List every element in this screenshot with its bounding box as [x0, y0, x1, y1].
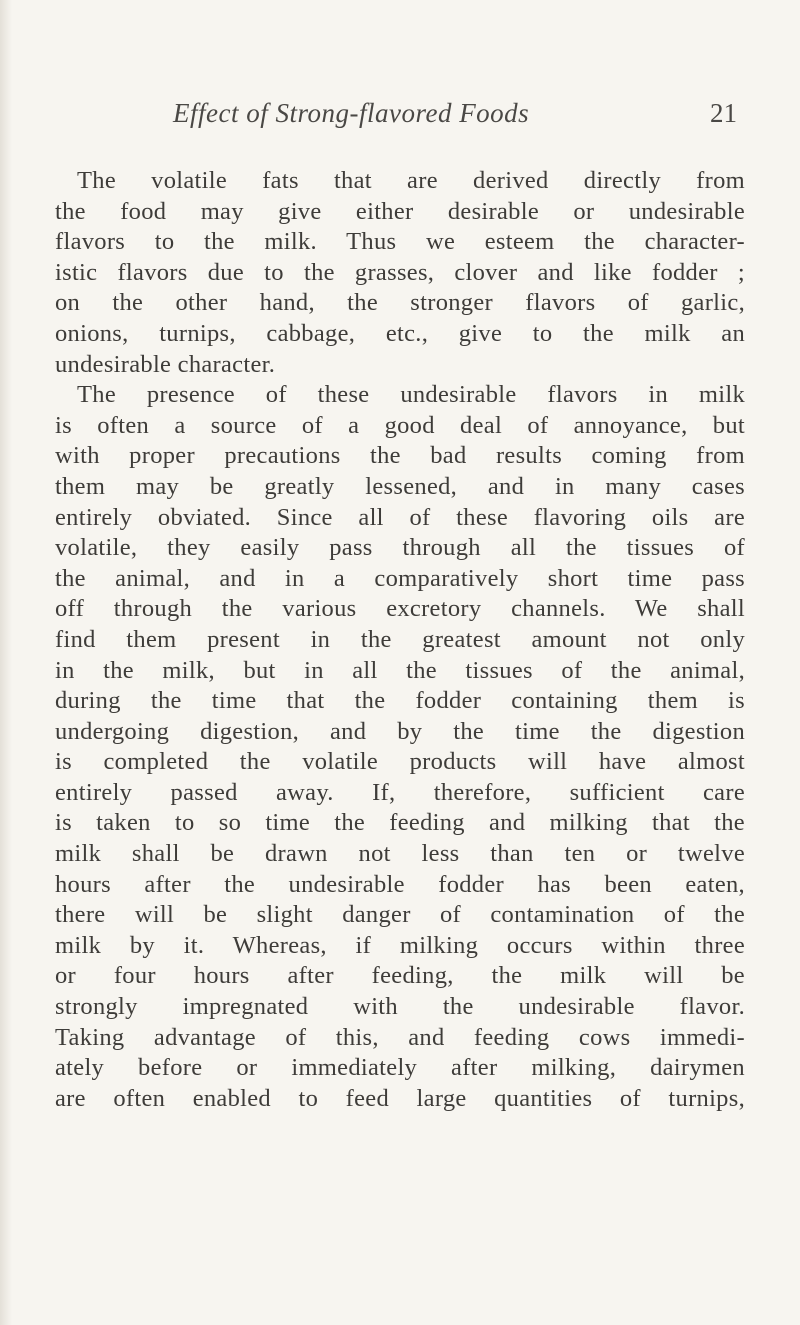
page-gutter-shadow — [0, 0, 12, 1325]
text-line: flavors to the milk. Thus we esteem the character- — [55, 228, 745, 256]
text-line: The volatile fats that are derived directly from — [77, 167, 745, 194]
text-line: ately before or immediately after milking, dairymen — [55, 1054, 745, 1082]
running-title: Effect of Strong-flavored Foods — [173, 98, 530, 128]
text-line: there will be slight danger of contamination of the — [55, 901, 745, 929]
text-line: the animal, and in a comparatively short time pass — [55, 564, 745, 592]
text-line: hours after the undesirable fodder has been eaten, — [55, 870, 745, 898]
text-line: is often a source of a good deal of annoyance, but — [55, 411, 745, 439]
text-line: onions, turnips, cabbage, etc., give to the milk an — [55, 319, 745, 347]
text-line: or four hours after feeding, the milk will be — [55, 962, 745, 990]
text-line: is completed the volatile products will have almost — [55, 748, 745, 776]
text-line: entirely obviated. Since all of these flavoring oils are — [55, 503, 745, 531]
text-line: undergoing digestion, and by the time the digestion — [55, 717, 745, 745]
text-line: are often enabled to feed large quantities of turnips, — [55, 1084, 745, 1112]
text-line: milk by it. Whereas, if milking occurs within three — [55, 931, 745, 959]
text-line: istic flavors due to the grasses, clover and like fodder ; — [55, 258, 745, 286]
text-line: entirely passed away. If, therefore, sufficient care — [55, 778, 745, 806]
text-line: in the milk, but in all the tissues of the animal, — [55, 656, 745, 684]
text-line: them may be greatly lessened, and in many cases — [55, 472, 745, 500]
text-line: is taken to so time the feeding and milking that the — [55, 809, 745, 837]
text-line: undesirable character. — [55, 350, 276, 378]
text-line: during the time that the fodder containing them is — [55, 687, 745, 715]
page-header — [55, 98, 745, 138]
body-text — [55, 166, 745, 1114]
text-line: Taking advantage of this, and feeding cows immedi- — [55, 1023, 745, 1051]
text-line: the food may give either desirable or undesirable — [55, 197, 745, 225]
text-line: milk shall be drawn not less than ten or twelve — [55, 840, 745, 868]
text-line: off through the various excretory channels. We shall — [55, 595, 745, 623]
text-line: strongly impregnated with the undesirable flavor. — [55, 993, 745, 1021]
text-line: The presence of these undesirable flavors in milk — [77, 381, 745, 409]
page-number: 21 — [710, 98, 737, 128]
text-line: find them present in the greatest amount not only — [55, 625, 745, 653]
text-line: volatile, they easily pass through all the tissues of — [55, 534, 745, 562]
text-line: on the other hand, the stronger flavors of garlic, — [55, 289, 745, 317]
text-line: with proper precautions the bad results coming from — [55, 442, 745, 470]
